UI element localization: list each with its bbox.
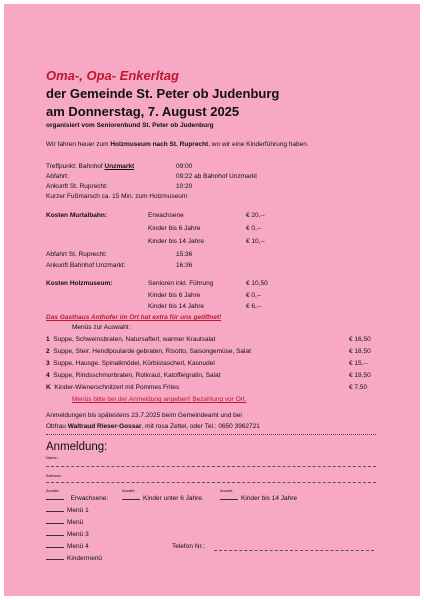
menu-header: Menüs zur Auswahl:	[72, 324, 131, 331]
intro-suffix: , wo wir eine Kinderführung haben.	[208, 141, 309, 148]
return-ankunft-label: Ankunft Bahnhof Unzmarkt:	[46, 262, 126, 269]
fussmarsch-note: Kurzer Fußmarsch ca. 15 Min. zum Holzmuseum	[46, 193, 188, 200]
menu-price: € 15,--	[349, 360, 368, 367]
menu-price: € 19,50	[349, 372, 371, 379]
telefon-label: Telefon Nr.:	[172, 543, 205, 550]
murtalbahn-row-desc: Kinder bis 6 Jahre	[148, 225, 201, 232]
murtalbahn-row-price: € 10,--	[246, 238, 265, 245]
menu-count-field[interactable]	[46, 559, 64, 560]
menu-price: € 7,50	[349, 384, 368, 391]
holzmuseum-row-price: € 0,--	[246, 292, 262, 299]
name-label: Name:	[46, 455, 58, 460]
cut-line	[46, 434, 376, 435]
holzmuseum-row-desc: Kinder bis 14 Jahre	[148, 303, 205, 310]
abfahrt-value: 09:22 ab Bahnhof Unzmarkt	[176, 173, 257, 180]
kinder6-count-field[interactable]	[122, 499, 140, 500]
return-ankunft-time: 16:36	[176, 262, 193, 269]
kinder6-row: Kinder unter 6 Jahre.	[122, 495, 204, 502]
adresse-field[interactable]	[46, 482, 376, 483]
murtalbahn-label: Kosten Murtalbahn:	[46, 212, 108, 219]
menu-order-row: Menü 1	[46, 507, 89, 514]
adresse-label: Adresse:	[46, 473, 62, 478]
return-abfahrt-label: Abfahrt St. Ruprecht:	[46, 251, 107, 258]
ankunft-label: Ankunft St. Ruprecht:	[46, 183, 108, 190]
kinder14-count-field[interactable]	[220, 499, 238, 500]
holzmuseum-row-desc: Senioren inkl. Führung	[148, 280, 214, 287]
menu-count-field[interactable]	[46, 511, 64, 512]
erwachsene-row: Erwachsene:	[46, 495, 108, 502]
murtalbahn-row-desc: Erwachsene	[148, 212, 184, 219]
murtalbahn-row-price: € 0,--	[246, 225, 262, 232]
anzahl-label: Anzahl:	[220, 488, 234, 493]
event-organizer-line: der Gemeinde St. Peter ob Judenburg	[46, 86, 280, 101]
holzmuseum-row-price: € 10,50	[246, 280, 268, 287]
menu-item: 1 Suppe, Schweinsbraten, Natursafterl, warmer Krautsalat	[46, 336, 216, 343]
event-title: Oma-, Opa- Enkerltag	[46, 68, 179, 83]
menu-item: 2 Suppe, Steir. Hendlpoularde gebraten, Risotto, Saisongemüse, Salat	[46, 348, 251, 355]
anzahl-label: Anzahl:	[46, 488, 60, 493]
menu-price: € 18,50	[349, 348, 371, 355]
kinder14-row: Kinder bis 14 Jahre	[220, 495, 297, 502]
menu-count-field[interactable]	[46, 535, 64, 536]
treffpunkt-label: Treffpunkt: Bahnhof Unzmarkt	[46, 163, 135, 170]
menu-order-row: Menü	[46, 519, 83, 526]
event-date: am Donnerstag, 7. August 2025	[46, 104, 240, 119]
anmeldung-deadline: Anmeldungen bis spätestens 23.7.2025 beim Gemeindeamt und bei	[46, 412, 242, 419]
holzmuseum-row-price: € 6,--	[246, 303, 262, 310]
gasthaus-note: Das Gasthaus Anthofer im Ort hat extra für uns geöffnet!	[46, 314, 222, 321]
menu-price: € 16,50	[349, 336, 371, 343]
event-subtitle: organisiert vom Seniorenbund St. Peter ob Judenburg	[46, 122, 214, 129]
telefon-field[interactable]	[214, 550, 374, 551]
murtalbahn-row-price: € 20,--	[246, 212, 265, 219]
holzmuseum-row-desc: Kinder bis 6 Jahre	[148, 292, 201, 299]
anmeldung-contact: Obfrau Waltraud Rieser-Gossar, mit rosa Zettel, oder Tel.: 0650 3962721	[46, 423, 260, 430]
menu-item: 4 Suppe, Rindsschmorbraten, Rotkraut, Katoffelgratin, Salat	[46, 372, 221, 379]
anzahl-label: Anzahl:	[122, 488, 136, 493]
menu-item: 3 Suppe, Hausge. Spinatknödel, Kürbistascherl, Kasnudel	[46, 360, 215, 367]
intro-text	[46, 141, 309, 148]
murtalbahn-row-desc: Kinder bis 14 Jahre	[148, 238, 205, 245]
form-title: Anmeldung:	[46, 441, 108, 453]
menu-item: K Kinder-Wienerschnitzerl mit Pommes Frites	[46, 384, 180, 391]
return-abfahrt-time: 15:36	[176, 251, 193, 258]
name-field[interactable]	[46, 466, 376, 467]
holzmuseum-label: Kosten Holzmuseum:	[46, 280, 113, 287]
menu-order-row: Kindermenü	[46, 555, 102, 562]
menu-count-field[interactable]	[46, 547, 64, 548]
ankunft-value: 10:20	[176, 183, 193, 190]
menu-order-row: Menü 4	[46, 543, 89, 550]
treffpunkt-time: 09:00	[176, 163, 193, 170]
menu-count-field[interactable]	[46, 523, 64, 524]
contact-name: Waltraud Rieser-Gossar	[67, 423, 142, 430]
abfahrt-label: Abfahrt:	[46, 173, 69, 180]
intro-prefix: Wir fahren heuer zum	[46, 141, 111, 148]
menu-note: Menüs bitte bei der Anmeldung angeben! Bezahlung vor Ort.	[72, 396, 247, 403]
intro-destination: Holzmuseum nach St. Ruprecht	[110, 141, 209, 148]
erwachsene-count-field[interactable]	[46, 499, 64, 500]
treffpunkt-place: Unzmarkt	[104, 163, 135, 170]
menu-order-row: Menü 3	[46, 531, 89, 538]
